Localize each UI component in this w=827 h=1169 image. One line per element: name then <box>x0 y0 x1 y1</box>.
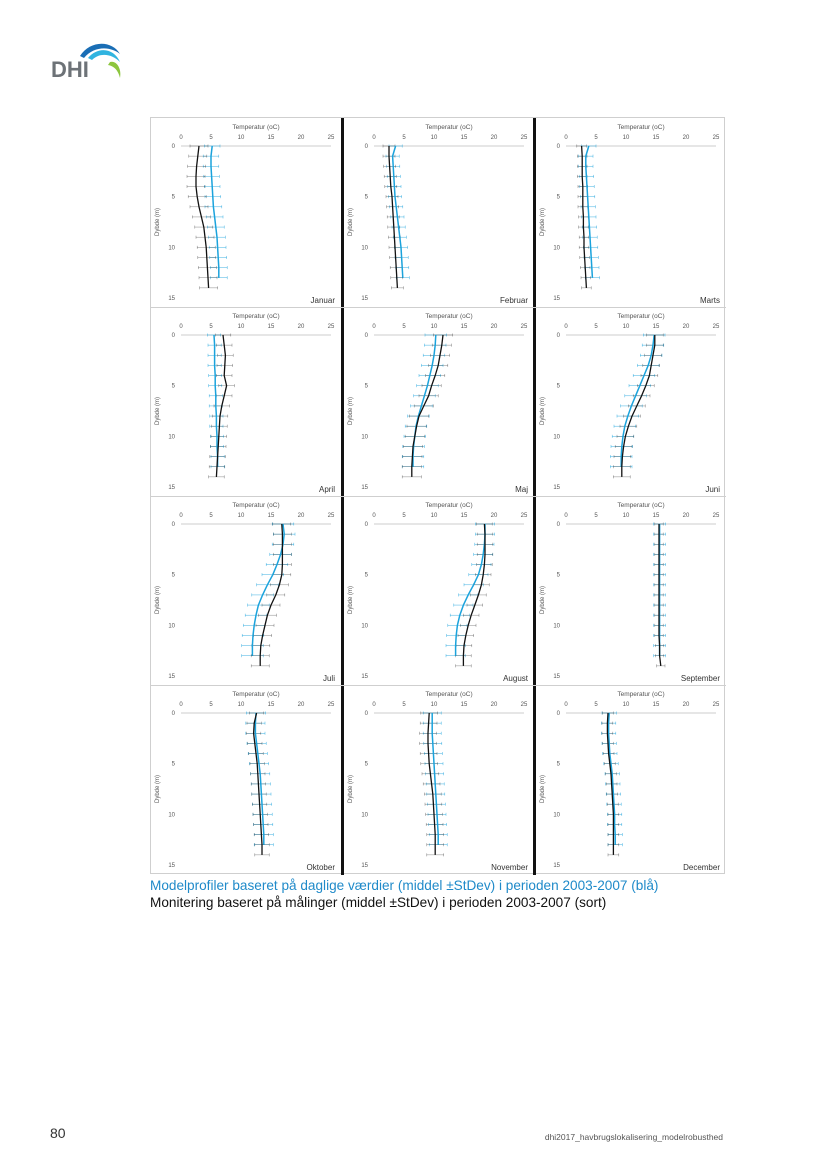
chart-september <box>536 496 724 684</box>
chart-februar <box>344 118 532 306</box>
x-tick-label-januar-4: 20 <box>297 135 305 141</box>
x-tick-label-september-5: 25 <box>712 513 720 519</box>
month-label-maj: Maj <box>515 485 528 494</box>
panel-juli <box>151 496 339 684</box>
y-tick-label-maj-0: 0 <box>364 333 368 339</box>
x-tick-label-september-0: 0 <box>564 513 568 519</box>
x-tick-label-juni-4: 20 <box>682 324 690 330</box>
y-tick-label-august-1: 5 <box>364 572 368 579</box>
x-tick-label-april-2: 10 <box>237 324 245 330</box>
y-axis-title-juli: Dybde (m) <box>155 585 161 615</box>
x-tick-label-september-4: 20 <box>682 513 690 519</box>
x-tick-label-november-0: 0 <box>372 702 376 708</box>
y-tick-label-august-2: 10 <box>361 623 368 630</box>
y-tick-label-maj-2: 10 <box>361 434 368 441</box>
series-line-model-februar <box>393 146 403 278</box>
x-tick-label-august-0: 0 <box>372 513 376 519</box>
x-tick-label-marts-1: 5 <box>594 135 598 141</box>
x-tick-label-marts-2: 10 <box>622 135 630 141</box>
y-tick-label-januar-0: 0 <box>171 144 175 150</box>
x-tick-label-februar-3: 15 <box>460 135 468 141</box>
y-axis-title-december: Dybde (m) <box>540 774 546 804</box>
x-tick-label-april-4: 20 <box>297 324 305 330</box>
x-tick-label-juli-2: 10 <box>237 513 245 519</box>
y-tick-label-august-0: 0 <box>364 522 368 528</box>
x-tick-label-december-3: 15 <box>652 702 660 708</box>
x-tick-label-oktober-5: 25 <box>327 702 335 708</box>
x-tick-label-juli-4: 20 <box>297 513 305 519</box>
chart-marts <box>536 118 724 306</box>
y-tick-label-juni-1: 5 <box>556 383 560 390</box>
month-label-februar: Februar <box>499 296 528 305</box>
y-tick-label-juli-1: 5 <box>171 572 175 579</box>
x-tick-label-maj-5: 25 <box>520 324 528 330</box>
x-tick-label-april-5: 25 <box>327 324 335 330</box>
y-tick-label-januar-3: 15 <box>168 296 175 302</box>
logo-wave-cyan <box>88 50 120 62</box>
panel-marts <box>536 118 724 306</box>
x-tick-label-august-1: 5 <box>402 513 406 519</box>
x-tick-label-august-2: 10 <box>430 513 438 519</box>
x-tick-label-marts-3: 15 <box>652 135 660 141</box>
y-tick-label-september-0: 0 <box>556 522 560 528</box>
y-tick-label-marts-3: 15 <box>553 296 560 302</box>
y-tick-label-oktober-3: 15 <box>168 863 175 869</box>
y-tick-label-juni-3: 15 <box>553 485 560 491</box>
x-tick-label-januar-3: 15 <box>267 135 275 141</box>
caption-monitoring: Monitering baseret på målinger (middel ±StDev) i perioden 2003-2007 (sort) <box>150 895 607 910</box>
series-line-model-juni <box>621 335 654 467</box>
x-tick-label-september-2: 10 <box>622 513 630 519</box>
x-tick-label-februar-5: 25 <box>520 135 528 141</box>
month-label-august: August <box>503 674 528 683</box>
x-tick-label-februar-1: 5 <box>402 135 406 141</box>
y-tick-label-november-2: 10 <box>361 812 368 819</box>
x-tick-label-juli-1: 5 <box>209 513 213 519</box>
x-tick-label-januar-2: 10 <box>237 135 245 141</box>
x-tick-label-oktober-0: 0 <box>179 702 183 708</box>
chart-juni <box>536 307 724 495</box>
y-axis-title-februar: Dybde (m) <box>348 207 354 237</box>
y-tick-label-februar-1: 5 <box>364 194 368 201</box>
y-axis-title-januar: Dybde (m) <box>155 207 161 237</box>
x-tick-label-januar-1: 5 <box>209 135 213 141</box>
month-label-marts: Marts <box>700 296 720 305</box>
y-tick-label-december-2: 10 <box>553 812 560 819</box>
y-tick-label-juli-2: 10 <box>168 623 175 630</box>
panel-september <box>536 496 724 684</box>
logo-text: DHI <box>51 57 89 80</box>
x-axis-title-august: Temperatur (oC) <box>425 502 473 509</box>
month-label-september: September <box>680 674 720 683</box>
panel-oktober <box>151 685 339 873</box>
y-tick-label-april-2: 10 <box>168 434 175 441</box>
y-tick-label-oktober-1: 5 <box>171 761 175 768</box>
x-axis-title-december: Temperatur (oC) <box>617 691 665 698</box>
y-tick-label-marts-2: 10 <box>553 245 560 252</box>
y-tick-label-november-3: 15 <box>361 863 368 869</box>
x-axis-title-april: Temperatur (oC) <box>232 313 280 320</box>
caption-model: Modelprofiler baseret på daglige værdier (middel ±StDev) i perioden 2003-2007 (blå) <box>150 878 659 893</box>
y-axis-title-oktober: Dybde (m) <box>155 774 161 804</box>
x-tick-label-november-4: 20 <box>490 702 498 708</box>
figure-caption <box>150 877 750 911</box>
x-tick-label-juni-3: 15 <box>652 324 660 330</box>
y-tick-label-februar-2: 10 <box>361 245 368 252</box>
y-tick-label-maj-3: 15 <box>361 485 368 491</box>
x-tick-label-januar-5: 25 <box>327 135 335 141</box>
panel-april <box>151 307 339 495</box>
y-tick-label-februar-3: 15 <box>361 296 368 302</box>
x-tick-label-november-2: 10 <box>430 702 438 708</box>
x-tick-label-august-5: 25 <box>520 513 528 519</box>
y-tick-label-oktober-0: 0 <box>171 711 175 717</box>
y-tick-label-april-3: 15 <box>168 485 175 491</box>
month-label-juni: Juni <box>705 485 720 494</box>
x-tick-label-juni-2: 10 <box>622 324 630 330</box>
x-tick-label-juli-0: 0 <box>179 513 183 519</box>
y-tick-label-juni-2: 10 <box>553 434 560 441</box>
chart-maj <box>344 307 532 495</box>
y-axis-title-november: Dybde (m) <box>348 774 354 804</box>
x-tick-label-marts-0: 0 <box>564 135 568 141</box>
y-tick-label-februar-0: 0 <box>364 144 368 150</box>
panel-januar <box>151 118 339 306</box>
month-label-juli: Juli <box>322 674 335 683</box>
chart-juli <box>151 496 339 684</box>
x-tick-label-december-1: 5 <box>594 702 598 708</box>
dhi-logo <box>50 38 126 80</box>
y-tick-label-juli-3: 15 <box>168 674 175 680</box>
x-tick-label-marts-4: 20 <box>682 135 690 141</box>
x-tick-label-november-5: 25 <box>520 702 528 708</box>
y-tick-label-december-3: 15 <box>553 863 560 869</box>
month-label-november: November <box>491 863 528 872</box>
x-tick-label-januar-0: 0 <box>179 135 183 141</box>
y-tick-label-september-2: 10 <box>553 623 560 630</box>
x-tick-label-april-0: 0 <box>179 324 183 330</box>
month-label-januar: Januar <box>310 296 335 305</box>
y-axis-title-juni: Dybde (m) <box>540 396 546 426</box>
x-tick-label-november-3: 15 <box>460 702 468 708</box>
x-tick-label-februar-2: 10 <box>430 135 438 141</box>
y-tick-label-marts-0: 0 <box>556 144 560 150</box>
y-tick-label-november-1: 5 <box>364 761 368 768</box>
x-tick-label-december-5: 25 <box>712 702 720 708</box>
x-tick-label-november-1: 5 <box>402 702 406 708</box>
y-tick-label-april-1: 5 <box>171 383 175 390</box>
chart-august <box>344 496 532 684</box>
series-line-model-januar <box>211 146 219 278</box>
month-label-december: December <box>683 863 720 872</box>
x-tick-label-maj-1: 5 <box>402 324 406 330</box>
x-axis-title-november: Temperatur (oC) <box>425 691 473 698</box>
panel-februar <box>344 118 532 306</box>
x-tick-label-juni-5: 25 <box>712 324 720 330</box>
x-tick-label-april-3: 15 <box>267 324 275 330</box>
dhi-logo-graphic <box>50 38 126 80</box>
y-axis-title-maj: Dybde (m) <box>348 396 354 426</box>
footer-document-id: dhi2017_havbrugslokalisering_modelrobusthed <box>544 1132 723 1142</box>
x-tick-label-april-1: 5 <box>209 324 213 330</box>
x-tick-label-juni-1: 5 <box>594 324 598 330</box>
y-axis-title-august: Dybde (m) <box>348 585 354 615</box>
x-tick-label-august-3: 15 <box>460 513 468 519</box>
x-tick-label-maj-0: 0 <box>372 324 376 330</box>
x-tick-label-oktober-1: 5 <box>209 702 213 708</box>
x-tick-label-maj-3: 15 <box>460 324 468 330</box>
chart-december <box>536 685 724 873</box>
chart-april <box>151 307 339 495</box>
x-axis-title-maj: Temperatur (oC) <box>425 313 473 320</box>
series-line-model-oktober <box>255 713 263 845</box>
y-tick-label-april-0: 0 <box>171 333 175 339</box>
y-axis-title-september: Dybde (m) <box>540 585 546 615</box>
x-axis-title-juli: Temperatur (oC) <box>232 502 280 509</box>
month-label-april: April <box>318 485 335 494</box>
x-tick-label-december-4: 20 <box>682 702 690 708</box>
y-tick-label-juli-0: 0 <box>171 522 175 528</box>
x-tick-label-august-4: 20 <box>490 513 498 519</box>
x-tick-label-oktober-2: 10 <box>237 702 245 708</box>
x-axis-title-september: Temperatur (oC) <box>617 502 665 509</box>
y-tick-label-marts-1: 5 <box>556 194 560 201</box>
x-tick-label-juli-3: 15 <box>267 513 275 519</box>
y-tick-label-oktober-2: 10 <box>168 812 175 819</box>
x-tick-label-juli-5: 25 <box>327 513 335 519</box>
x-axis-title-oktober: Temperatur (oC) <box>232 691 280 698</box>
series-line-model-august <box>456 524 485 656</box>
x-tick-label-september-1: 5 <box>594 513 598 519</box>
x-axis-title-marts: Temperatur (oC) <box>617 124 665 131</box>
chart-oktober <box>151 685 339 873</box>
monthly-temperature-profiles-figure <box>150 117 725 874</box>
y-tick-label-november-0: 0 <box>364 711 368 717</box>
y-tick-label-juni-0: 0 <box>556 333 560 339</box>
month-label-oktober: Oktober <box>306 863 335 872</box>
x-axis-title-februar: Temperatur (oC) <box>425 124 473 131</box>
x-axis-title-juni: Temperatur (oC) <box>617 313 665 320</box>
y-tick-label-januar-1: 5 <box>171 194 175 201</box>
x-tick-label-december-2: 10 <box>622 702 630 708</box>
x-tick-label-maj-4: 20 <box>490 324 498 330</box>
x-tick-label-maj-2: 10 <box>430 324 438 330</box>
y-tick-label-december-0: 0 <box>556 711 560 717</box>
y-tick-label-september-1: 5 <box>556 572 560 579</box>
y-axis-title-april: Dybde (m) <box>155 396 161 426</box>
panel-juni <box>536 307 724 495</box>
x-tick-label-marts-5: 25 <box>712 135 720 141</box>
y-tick-label-december-1: 5 <box>556 761 560 768</box>
y-tick-label-september-3: 15 <box>553 674 560 680</box>
x-tick-label-december-0: 0 <box>564 702 568 708</box>
page-number: 80 <box>50 1125 66 1141</box>
panel-august <box>344 496 532 684</box>
chart-januar <box>151 118 339 306</box>
x-tick-label-juni-0: 0 <box>564 324 568 330</box>
series-line-model-juli <box>252 524 284 656</box>
x-axis-title-januar: Temperatur (oC) <box>232 124 280 131</box>
series-line-model-april <box>214 335 218 467</box>
x-tick-label-oktober-4: 20 <box>297 702 305 708</box>
x-tick-label-februar-4: 20 <box>490 135 498 141</box>
panel-maj <box>344 307 532 495</box>
logo-wave-green <box>108 62 120 78</box>
chart-november <box>344 685 532 873</box>
panel-november <box>344 685 532 873</box>
y-tick-label-maj-1: 5 <box>364 383 368 390</box>
y-tick-label-januar-2: 10 <box>168 245 175 252</box>
y-tick-label-august-3: 15 <box>361 674 368 680</box>
panel-december <box>536 685 724 873</box>
y-axis-title-marts: Dybde (m) <box>540 207 546 237</box>
x-tick-label-februar-0: 0 <box>372 135 376 141</box>
x-tick-label-september-3: 15 <box>652 513 660 519</box>
x-tick-label-oktober-3: 15 <box>267 702 275 708</box>
